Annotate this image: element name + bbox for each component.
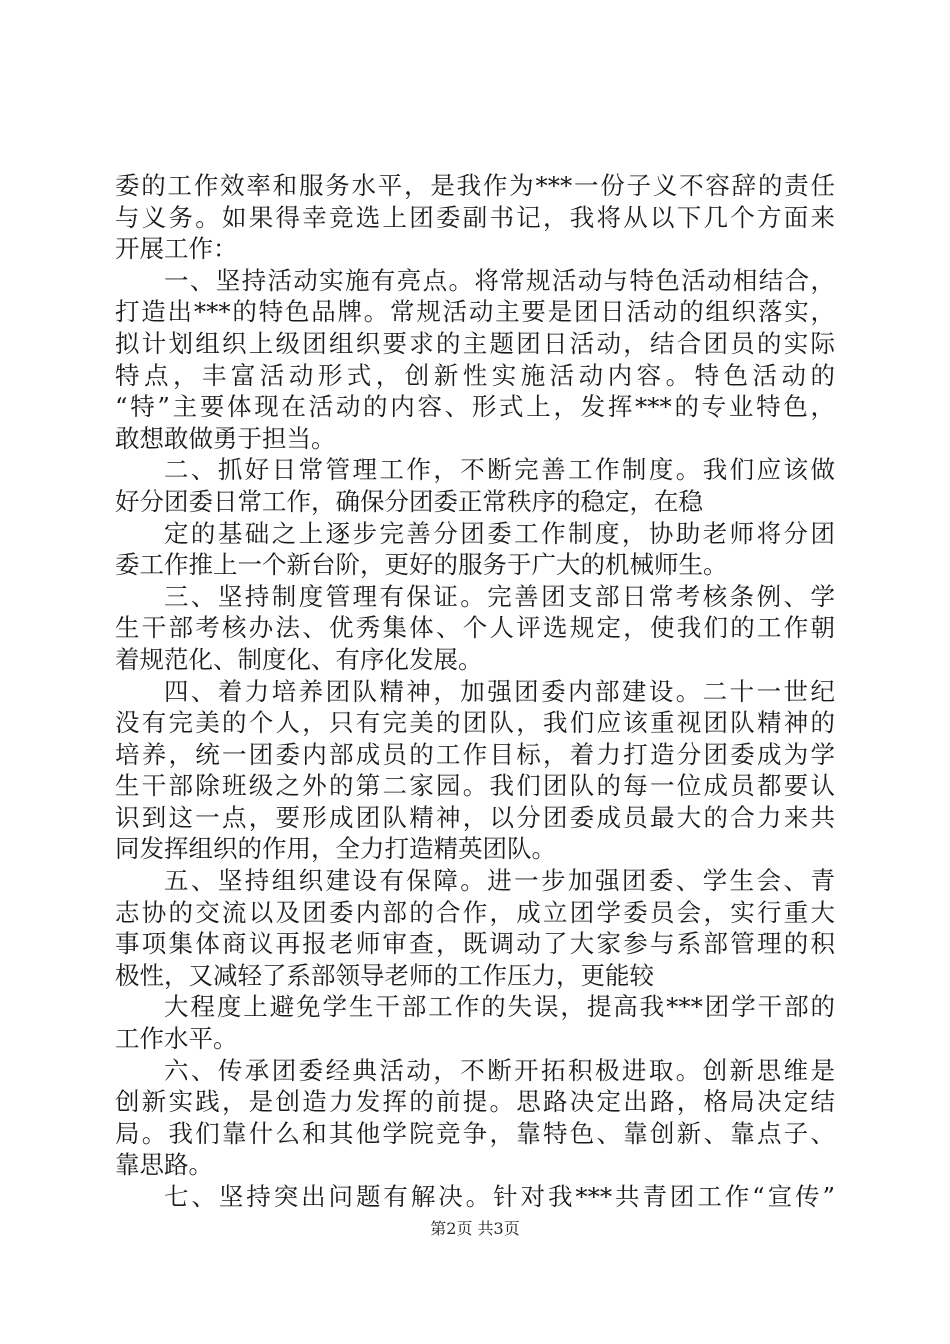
text-line: 创新实践，是创造力发挥的前提。思路决定出路，格局决定结 xyxy=(115,1087,835,1117)
text-line: 极性，又减轻了系部领导老师的工作压力，更能较 xyxy=(115,960,654,990)
text-line: “特”主要体现在活动的内容、形式上，发挥***的专业特色， xyxy=(115,392,835,422)
text-line: 好分团委日常工作，确保分团委正常秩序的稳定，在稳 xyxy=(115,486,703,516)
text-line: 开展工作： xyxy=(115,234,238,264)
text-line: 六、传承团委经典活动，不断开拓积极进取。创新思维是 xyxy=(164,1055,835,1085)
text-line: 培养，统一团委内部成员的工作目标，着力打造分团委成为学 xyxy=(115,739,835,769)
text-line: 没有完美的个人，只有完美的团队，我们应该重视团队精神的 xyxy=(115,708,835,738)
text-line: 大程度上避免学生干部工作的失误，提高我***团学干部的 xyxy=(164,992,835,1022)
text-line: 着规范化、制度化、有序化发展。 xyxy=(115,644,483,674)
text-line: 靠思路。 xyxy=(115,1150,213,1180)
text-line: 七、坚持突出问题有解决。针对我***共青团工作“宣传” xyxy=(164,1182,835,1211)
text-line: 事项集体商议再报老师审查，既调动了大家参与系部管理的积 xyxy=(115,929,835,959)
text-line: 三、坚持制度管理有保证。完善团支部日常考核条例、学 xyxy=(164,581,835,611)
text-line: 打造出***的特色品牌。常规活动主要是团日活动的组织落实， xyxy=(115,297,835,327)
text-line: 敢想敢做勇于担当。 xyxy=(115,423,336,453)
text-line: 生干部除班级之外的第二家园。我们团队的每一位成员都要认 xyxy=(115,771,835,801)
text-line: 局。我们靠什么和其他学院竞争，靠特色、靠创新、靠点子、 xyxy=(115,1118,835,1148)
text-line: 特点，丰富活动形式，创新性实施活动内容。特色活动的 xyxy=(115,360,835,390)
text-line: 同发挥组织的作用，全力打造精英团队。 xyxy=(115,834,556,864)
page-footer xyxy=(0,1216,950,1239)
text-line: 二、抓好日常管理工作，不断完善工作制度。我们应该做 xyxy=(164,455,835,485)
text-line: 一、坚持活动实施有亮点。将常规活动与特色活动相结合， xyxy=(164,265,835,295)
text-line: 五、坚持组织建设有保障。进一步加强团委、学生会、青 xyxy=(164,866,835,896)
text-line: 四、着力培养团队精神，加强团委内部建设。二十一世纪 xyxy=(164,676,835,706)
text-line: 与义务。如果得幸竞选上团委副书记，我将从以下几个方面来 xyxy=(115,202,835,232)
text-line: 委的工作效率和服务水平，是我作为***一份子义不容辞的责任 xyxy=(115,171,835,200)
text-line: 委工作推上一个新台阶，更好的服务于广大的机械师生。 xyxy=(115,550,728,580)
text-line: 拟计划组织上级团组织要求的主题团日活动，结合团员的实际 xyxy=(115,328,835,358)
text-line: 工作水平。 xyxy=(115,1024,238,1054)
text-line: 识到这一点，要形成团队精神，以分团委成员最大的合力来共 xyxy=(115,802,835,832)
text-line: 生干部考核办法、优秀集体、个人评选规定，使我们的工作朝 xyxy=(115,613,835,643)
page-number-label: 第2页 共3页 xyxy=(430,1219,520,1238)
text-line: 志协的交流以及团委内部的合作，成立团学委员会，实行重大 xyxy=(115,897,835,927)
text-line: 定的基础之上逐步完善分团委工作制度，协助老师将分团 xyxy=(164,518,835,548)
document-body xyxy=(115,170,835,1213)
